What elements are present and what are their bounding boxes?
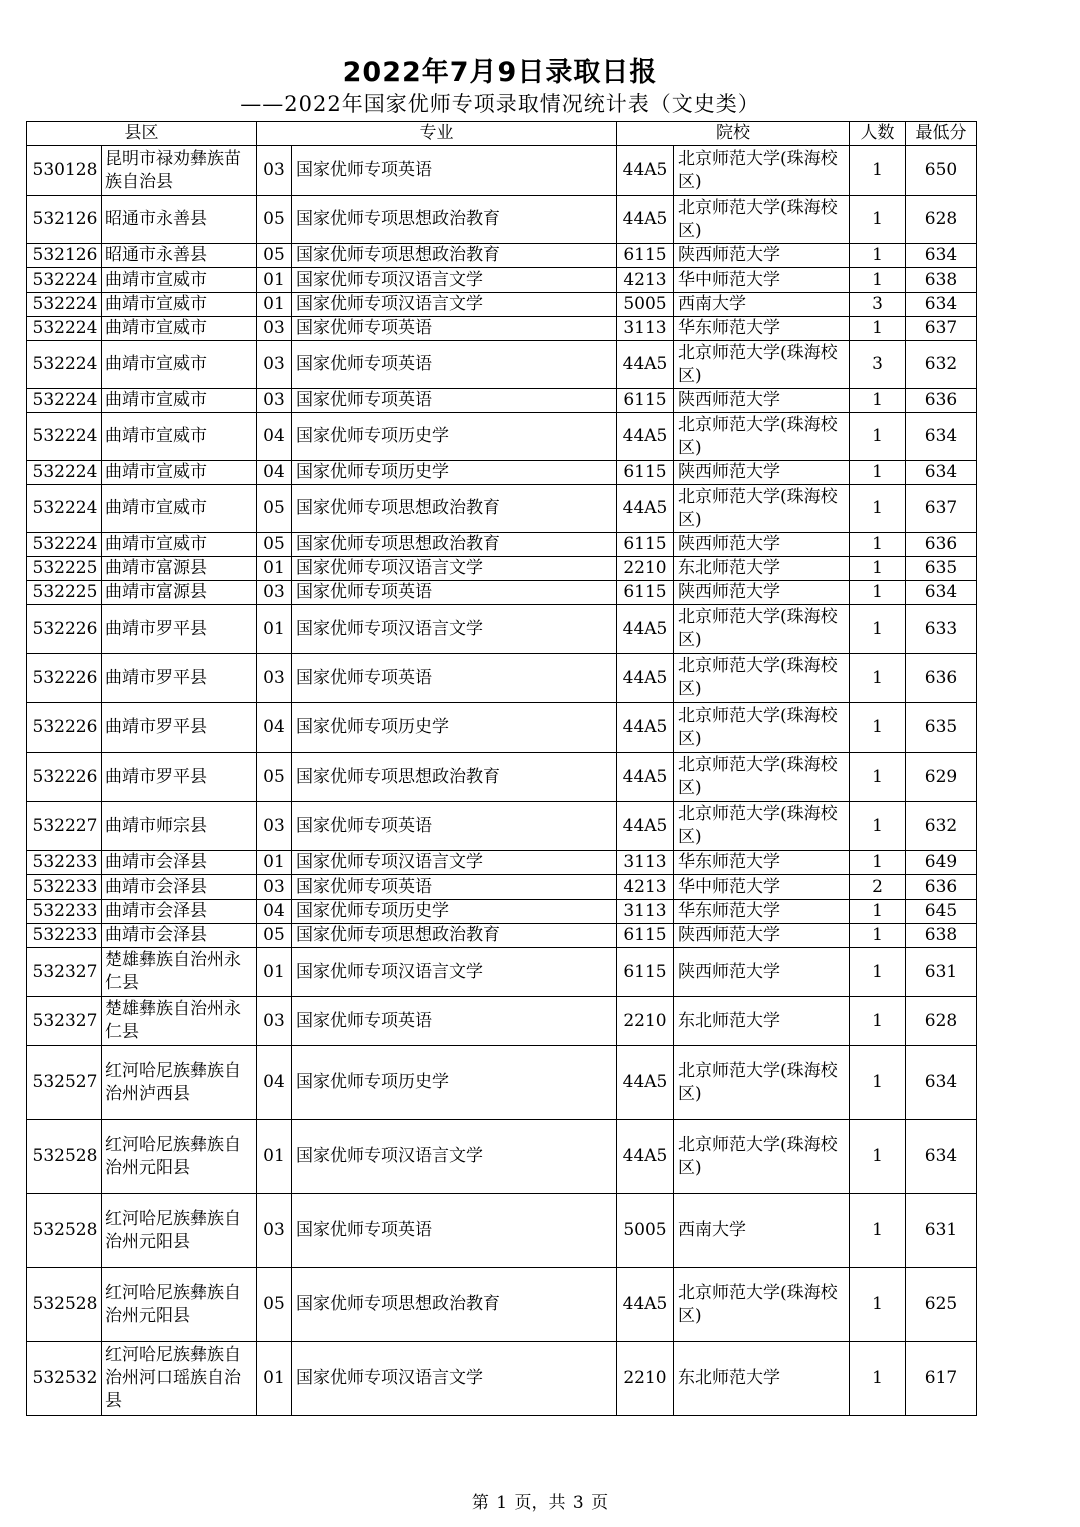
school-name-cell: 北京师范大学(珠海校区) [674, 1268, 850, 1342]
school-code-cell: 5005 [617, 293, 674, 317]
table-row [27, 997, 977, 1046]
major-name-cell: 国家优师专项历史学 [292, 1046, 617, 1120]
major-name-cell: 国家优师专项历史学 [292, 413, 617, 461]
school-name-cell: 陕西师范大学 [674, 244, 850, 268]
school-name-cell: 陕西师范大学 [674, 533, 850, 557]
school-name-cell: 北京师范大学(珠海校区) [674, 802, 850, 851]
school-name-cell: 华东师范大学 [674, 900, 850, 924]
min-score-cell: 635 [906, 557, 977, 581]
county-name-cell: 曲靖市富源县 [102, 557, 257, 581]
school-name-cell: 陕西师范大学 [674, 461, 850, 485]
min-score-cell: 617 [906, 1342, 977, 1416]
county-code-cell: 532233 [27, 875, 102, 900]
min-score-cell: 636 [906, 875, 977, 900]
min-score-cell: 632 [906, 341, 977, 389]
major-code-cell: 05 [257, 753, 292, 802]
table-row [27, 802, 977, 851]
major-name-cell: 国家优师专项英语 [292, 341, 617, 389]
county-code-cell: 532327 [27, 948, 102, 997]
county-name-cell: 曲靖市宣威市 [102, 533, 257, 557]
major-name-cell: 国家优师专项汉语言文学 [292, 1342, 617, 1416]
county-code-cell: 532527 [27, 1046, 102, 1120]
school-code-cell: 44A5 [617, 341, 674, 389]
table-row [27, 413, 977, 461]
school-name-cell: 北京师范大学(珠海校区) [674, 1046, 850, 1120]
count-cell: 1 [850, 533, 906, 557]
min-score-cell: 638 [906, 924, 977, 948]
county-code-cell: 532226 [27, 753, 102, 802]
count-cell: 1 [850, 317, 906, 341]
count-cell: 1 [850, 1268, 906, 1342]
major-name-cell: 国家优师专项历史学 [292, 703, 617, 753]
school-code-cell: 44A5 [617, 413, 674, 461]
major-code-cell: 05 [257, 533, 292, 557]
school-name-cell: 北京师范大学(珠海校区) [674, 413, 850, 461]
major-code-cell: 01 [257, 851, 292, 875]
min-score-cell: 634 [906, 1046, 977, 1120]
count-cell: 1 [850, 413, 906, 461]
min-score-cell: 645 [906, 900, 977, 924]
count-cell: 1 [850, 851, 906, 875]
major-code-cell: 01 [257, 293, 292, 317]
school-name-cell: 陕西师范大学 [674, 924, 850, 948]
page-footer: 第 1 页，共 3 页 [471, 1493, 609, 1513]
school-name-cell: 北京师范大学(珠海校区) [674, 703, 850, 753]
major-code-cell: 01 [257, 1120, 292, 1194]
count-cell: 1 [850, 924, 906, 948]
county-name-cell: 曲靖市宣威市 [102, 461, 257, 485]
table-row [27, 924, 977, 948]
school-code-cell: 4213 [617, 268, 674, 293]
major-code-cell: 01 [257, 557, 292, 581]
county-name-cell: 红河哈尼族彝族自治州河口瑶族自治县 [102, 1342, 257, 1416]
major-code-cell: 05 [257, 924, 292, 948]
count-cell: 1 [850, 1194, 906, 1268]
min-score-cell: 628 [906, 196, 977, 244]
table-row [27, 196, 977, 244]
school-name-cell: 北京师范大学(珠海校区) [674, 485, 850, 533]
county-name-cell: 曲靖市会泽县 [102, 900, 257, 924]
min-score-cell: 636 [906, 533, 977, 557]
county-code-cell: 532224 [27, 341, 102, 389]
county-code-cell: 532126 [27, 244, 102, 268]
school-code-cell: 44A5 [617, 703, 674, 753]
table-row [27, 461, 977, 485]
major-name-cell: 国家优师专项思想政治教育 [292, 533, 617, 557]
school-name-cell: 北京师范大学(珠海校区) [674, 146, 850, 196]
col-header-county: 县区 [27, 122, 257, 146]
min-score-cell: 633 [906, 605, 977, 654]
county-name-cell: 曲靖市宣威市 [102, 293, 257, 317]
school-code-cell: 44A5 [617, 605, 674, 654]
county-code-cell: 532528 [27, 1268, 102, 1342]
major-code-cell: 04 [257, 461, 292, 485]
table-row [27, 389, 977, 413]
county-name-cell: 红河哈尼族彝族自治州元阳县 [102, 1268, 257, 1342]
min-score-cell: 634 [906, 293, 977, 317]
county-name-cell: 楚雄彝族自治州永仁县 [102, 997, 257, 1046]
major-code-cell: 03 [257, 317, 292, 341]
county-code-cell: 532528 [27, 1120, 102, 1194]
school-code-cell: 2210 [617, 1342, 674, 1416]
school-code-cell: 44A5 [617, 753, 674, 802]
table-header-row [27, 122, 977, 146]
table-row [27, 605, 977, 654]
major-name-cell: 国家优师专项汉语言文学 [292, 557, 617, 581]
table-row [27, 244, 977, 268]
col-header-min-score: 最低分 [906, 122, 977, 146]
county-code-cell: 532233 [27, 900, 102, 924]
school-code-cell: 44A5 [617, 1268, 674, 1342]
county-code-cell: 532225 [27, 557, 102, 581]
school-code-cell: 44A5 [617, 146, 674, 196]
school-name-cell: 西南大学 [674, 1194, 850, 1268]
school-code-cell: 44A5 [617, 654, 674, 703]
min-score-cell: 634 [906, 581, 977, 605]
table-row [27, 948, 977, 997]
table-row [27, 317, 977, 341]
table-row [27, 557, 977, 581]
school-code-cell: 2210 [617, 997, 674, 1046]
major-code-cell: 03 [257, 581, 292, 605]
school-code-cell: 4213 [617, 875, 674, 900]
county-code-cell: 532528 [27, 1194, 102, 1268]
major-name-cell: 国家优师专项汉语言文学 [292, 851, 617, 875]
table-row [27, 703, 977, 753]
count-cell: 1 [850, 146, 906, 196]
count-cell: 1 [850, 997, 906, 1046]
major-code-cell: 03 [257, 146, 292, 196]
major-code-cell: 03 [257, 654, 292, 703]
major-code-cell: 03 [257, 1194, 292, 1268]
major-code-cell: 05 [257, 244, 292, 268]
min-score-cell: 649 [906, 851, 977, 875]
school-code-cell: 44A5 [617, 1046, 674, 1120]
county-code-cell: 532224 [27, 317, 102, 341]
county-name-cell: 昭通市永善县 [102, 244, 257, 268]
col-header-count: 人数 [850, 122, 906, 146]
table-row [27, 1342, 977, 1416]
min-score-cell: 634 [906, 244, 977, 268]
major-code-cell: 01 [257, 948, 292, 997]
count-cell: 1 [850, 1120, 906, 1194]
major-name-cell: 国家优师专项思想政治教育 [292, 753, 617, 802]
count-cell: 1 [850, 605, 906, 654]
major-name-cell: 国家优师专项思想政治教育 [292, 1268, 617, 1342]
table-row [27, 146, 977, 196]
count-cell: 1 [850, 1046, 906, 1120]
school-code-cell: 6115 [617, 533, 674, 557]
table-row [27, 1268, 977, 1342]
table-body [27, 146, 977, 1416]
major-name-cell: 国家优师专项思想政治教育 [292, 244, 617, 268]
county-name-cell: 曲靖市罗平县 [102, 654, 257, 703]
county-code-cell: 532233 [27, 924, 102, 948]
table-row [27, 900, 977, 924]
county-name-cell: 曲靖市宣威市 [102, 268, 257, 293]
county-code-cell: 532532 [27, 1342, 102, 1416]
school-name-cell: 东北师范大学 [674, 1342, 850, 1416]
min-score-cell: 634 [906, 413, 977, 461]
count-cell: 1 [850, 461, 906, 485]
page-subtitle: ——2022年国家优师专项录取情况统计表（文史类） [240, 92, 760, 116]
col-header-major: 专业 [257, 122, 617, 146]
county-name-cell: 曲靖市富源县 [102, 581, 257, 605]
major-code-cell: 03 [257, 389, 292, 413]
school-code-cell: 3113 [617, 851, 674, 875]
min-score-cell: 629 [906, 753, 977, 802]
county-code-cell: 532224 [27, 413, 102, 461]
school-code-cell: 6115 [617, 461, 674, 485]
county-code-cell: 532126 [27, 196, 102, 244]
county-name-cell: 曲靖市宣威市 [102, 389, 257, 413]
school-code-cell: 6115 [617, 948, 674, 997]
school-code-cell: 6115 [617, 924, 674, 948]
county-code-cell: 532327 [27, 997, 102, 1046]
major-name-cell: 国家优师专项汉语言文学 [292, 268, 617, 293]
county-name-cell: 昆明市禄劝彝族苗族自治县 [102, 146, 257, 196]
table-row [27, 293, 977, 317]
school-name-cell: 北京师范大学(珠海校区) [674, 654, 850, 703]
school-name-cell: 北京师范大学(珠海校区) [674, 341, 850, 389]
major-name-cell: 国家优师专项英语 [292, 146, 617, 196]
table-row [27, 533, 977, 557]
min-score-cell: 632 [906, 802, 977, 851]
table-row [27, 875, 977, 900]
table-row [27, 654, 977, 703]
major-name-cell: 国家优师专项汉语言文学 [292, 605, 617, 654]
county-name-cell: 曲靖市宣威市 [102, 341, 257, 389]
school-name-cell: 华中师范大学 [674, 875, 850, 900]
major-code-cell: 03 [257, 997, 292, 1046]
school-name-cell: 东北师范大学 [674, 557, 850, 581]
county-code-cell: 532227 [27, 802, 102, 851]
county-name-cell: 红河哈尼族彝族自治州元阳县 [102, 1194, 257, 1268]
county-name-cell: 曲靖市宣威市 [102, 317, 257, 341]
table-row [27, 1046, 977, 1120]
school-code-cell: 2210 [617, 557, 674, 581]
county-name-cell: 曲靖市罗平县 [102, 605, 257, 654]
min-score-cell: 635 [906, 703, 977, 753]
min-score-cell: 631 [906, 1194, 977, 1268]
table-row [27, 581, 977, 605]
county-name-cell: 昭通市永善县 [102, 196, 257, 244]
major-code-cell: 05 [257, 485, 292, 533]
school-code-cell: 44A5 [617, 802, 674, 851]
major-name-cell: 国家优师专项汉语言文学 [292, 293, 617, 317]
school-name-cell: 东北师范大学 [674, 997, 850, 1046]
count-cell: 1 [850, 900, 906, 924]
school-name-cell: 华东师范大学 [674, 317, 850, 341]
admission-table [26, 121, 977, 1416]
county-code-cell: 532224 [27, 268, 102, 293]
major-code-cell: 03 [257, 875, 292, 900]
county-code-cell: 532224 [27, 293, 102, 317]
table-row [27, 341, 977, 389]
count-cell: 1 [850, 389, 906, 413]
table-row [27, 1120, 977, 1194]
major-name-cell: 国家优师专项汉语言文学 [292, 948, 617, 997]
major-name-cell: 国家优师专项英语 [292, 581, 617, 605]
min-score-cell: 650 [906, 146, 977, 196]
school-code-cell: 3113 [617, 900, 674, 924]
major-code-cell: 05 [257, 1268, 292, 1342]
major-name-cell: 国家优师专项思想政治教育 [292, 924, 617, 948]
count-cell: 1 [850, 196, 906, 244]
major-code-cell: 04 [257, 703, 292, 753]
school-name-cell: 北京师范大学(珠海校区) [674, 196, 850, 244]
count-cell: 1 [850, 268, 906, 293]
county-name-cell: 曲靖市罗平县 [102, 753, 257, 802]
table-row [27, 485, 977, 533]
min-score-cell: 637 [906, 317, 977, 341]
county-name-cell: 楚雄彝族自治州永仁县 [102, 948, 257, 997]
major-code-cell: 01 [257, 268, 292, 293]
county-code-cell: 532233 [27, 851, 102, 875]
county-name-cell: 曲靖市师宗县 [102, 802, 257, 851]
county-code-cell: 532225 [27, 581, 102, 605]
county-code-cell: 532224 [27, 389, 102, 413]
count-cell: 1 [850, 244, 906, 268]
major-name-cell: 国家优师专项英语 [292, 389, 617, 413]
school-code-cell: 5005 [617, 1194, 674, 1268]
school-code-cell: 44A5 [617, 1120, 674, 1194]
school-name-cell: 华中师范大学 [674, 268, 850, 293]
major-code-cell: 04 [257, 413, 292, 461]
min-score-cell: 625 [906, 1268, 977, 1342]
count-cell: 1 [850, 1342, 906, 1416]
school-name-cell: 北京师范大学(珠海校区) [674, 605, 850, 654]
min-score-cell: 636 [906, 654, 977, 703]
county-code-cell: 532226 [27, 605, 102, 654]
school-code-cell: 6115 [617, 244, 674, 268]
major-code-cell: 05 [257, 196, 292, 244]
county-code-cell: 532224 [27, 533, 102, 557]
count-cell: 1 [850, 802, 906, 851]
county-name-cell: 曲靖市宣威市 [102, 413, 257, 461]
min-score-cell: 636 [906, 389, 977, 413]
major-code-cell: 01 [257, 1342, 292, 1416]
major-name-cell: 国家优师专项汉语言文学 [292, 1120, 617, 1194]
school-name-cell: 华东师范大学 [674, 851, 850, 875]
major-name-cell: 国家优师专项英语 [292, 1194, 617, 1268]
min-score-cell: 631 [906, 948, 977, 997]
count-cell: 3 [850, 341, 906, 389]
school-code-cell: 44A5 [617, 196, 674, 244]
count-cell: 1 [850, 703, 906, 753]
page-title: 2022年7月9日录取日报 [342, 57, 658, 88]
count-cell: 1 [850, 581, 906, 605]
major-name-cell: 国家优师专项历史学 [292, 900, 617, 924]
school-code-cell: 6115 [617, 581, 674, 605]
county-name-cell: 曲靖市会泽县 [102, 851, 257, 875]
county-name-cell: 曲靖市罗平县 [102, 703, 257, 753]
school-name-cell: 北京师范大学(珠海校区) [674, 753, 850, 802]
min-score-cell: 628 [906, 997, 977, 1046]
major-code-cell: 03 [257, 802, 292, 851]
min-score-cell: 634 [906, 1120, 977, 1194]
school-code-cell: 6115 [617, 389, 674, 413]
county-code-cell: 532226 [27, 654, 102, 703]
count-cell: 1 [850, 753, 906, 802]
count-cell: 1 [850, 654, 906, 703]
county-name-cell: 曲靖市会泽县 [102, 875, 257, 900]
major-code-cell: 03 [257, 341, 292, 389]
school-name-cell: 陕西师范大学 [674, 389, 850, 413]
table-row [27, 851, 977, 875]
major-code-cell: 04 [257, 900, 292, 924]
school-name-cell: 西南大学 [674, 293, 850, 317]
county-code-cell: 532226 [27, 703, 102, 753]
major-name-cell: 国家优师专项英语 [292, 875, 617, 900]
count-cell: 1 [850, 948, 906, 997]
county-name-cell: 红河哈尼族彝族自治州元阳县 [102, 1120, 257, 1194]
major-name-cell: 国家优师专项英语 [292, 802, 617, 851]
county-code-cell: 532224 [27, 461, 102, 485]
min-score-cell: 634 [906, 461, 977, 485]
min-score-cell: 637 [906, 485, 977, 533]
count-cell: 1 [850, 485, 906, 533]
count-cell: 2 [850, 875, 906, 900]
major-name-cell: 国家优师专项历史学 [292, 461, 617, 485]
county-code-cell: 530128 [27, 146, 102, 196]
major-name-cell: 国家优师专项英语 [292, 654, 617, 703]
school-name-cell: 陕西师范大学 [674, 948, 850, 997]
major-name-cell: 国家优师专项英语 [292, 317, 617, 341]
table-row [27, 1194, 977, 1268]
major-name-cell: 国家优师专项英语 [292, 997, 617, 1046]
table-row [27, 753, 977, 802]
col-header-school: 院校 [617, 122, 850, 146]
major-name-cell: 国家优师专项思想政治教育 [292, 196, 617, 244]
major-name-cell: 国家优师专项思想政治教育 [292, 485, 617, 533]
school-code-cell: 44A5 [617, 485, 674, 533]
school-name-cell: 北京师范大学(珠海校区) [674, 1120, 850, 1194]
table-row [27, 268, 977, 293]
major-code-cell: 04 [257, 1046, 292, 1120]
county-name-cell: 曲靖市宣威市 [102, 485, 257, 533]
county-name-cell: 红河哈尼族彝族自治州泸西县 [102, 1046, 257, 1120]
min-score-cell: 638 [906, 268, 977, 293]
county-code-cell: 532224 [27, 485, 102, 533]
school-name-cell: 陕西师范大学 [674, 581, 850, 605]
major-code-cell: 01 [257, 605, 292, 654]
school-code-cell: 3113 [617, 317, 674, 341]
county-name-cell: 曲靖市会泽县 [102, 924, 257, 948]
count-cell: 1 [850, 557, 906, 581]
count-cell: 3 [850, 293, 906, 317]
